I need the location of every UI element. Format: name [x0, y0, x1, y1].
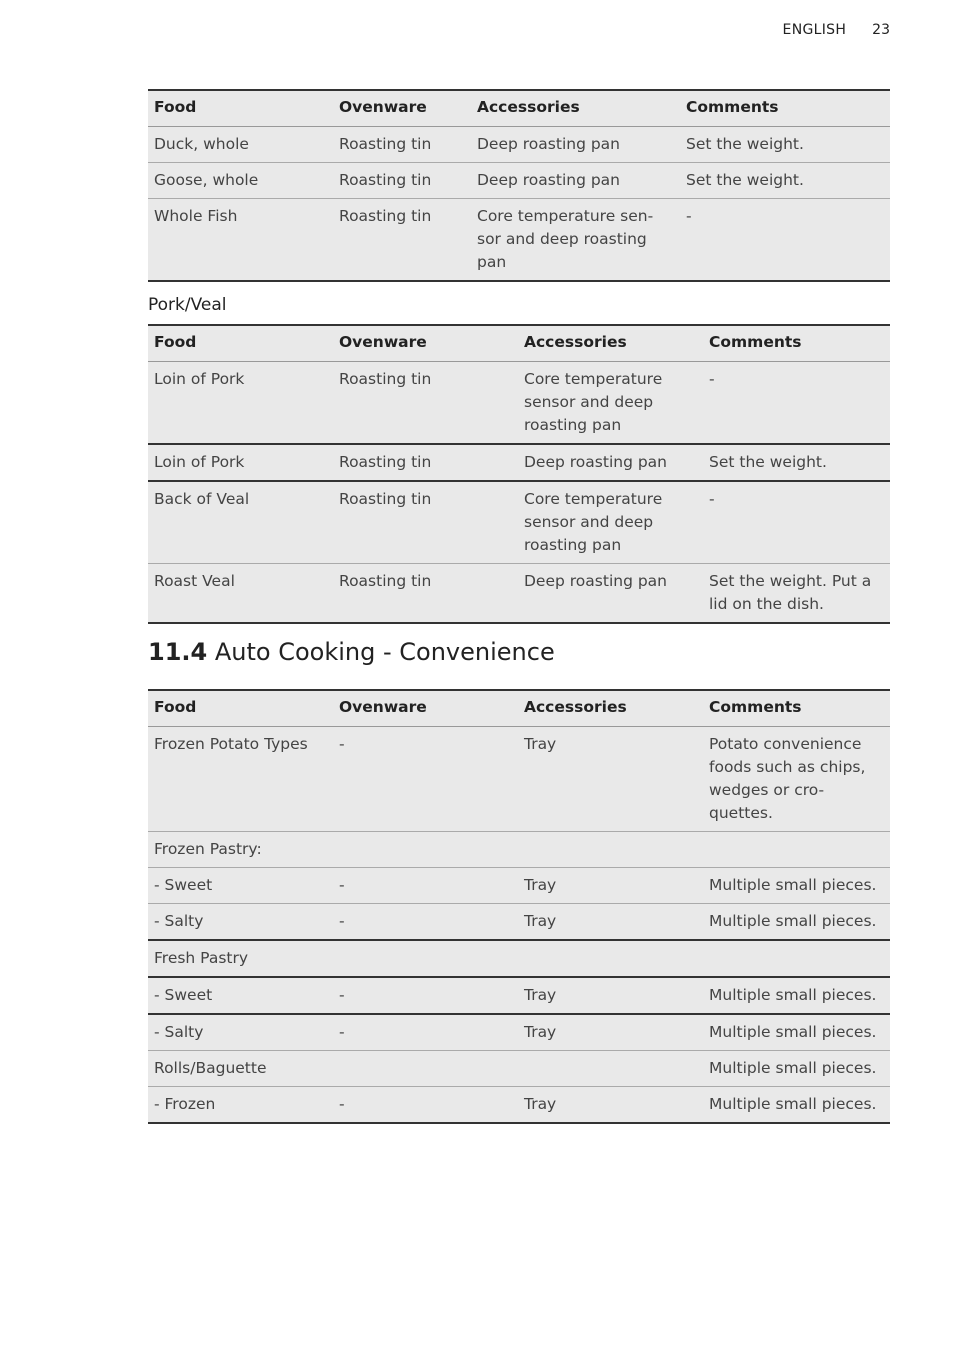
table-row: [148, 163, 890, 199]
cell-comments: -: [703, 362, 890, 445]
table-header-row: [148, 90, 890, 127]
table-row: [148, 868, 890, 904]
cell-comments: Set the weight.: [680, 127, 890, 163]
cell-food: - Sweet: [148, 977, 333, 1014]
header-ovenware: Ovenware: [333, 690, 518, 727]
table-row: [148, 564, 890, 624]
cell-accessories: [518, 832, 703, 868]
cell-ovenware: [333, 832, 518, 868]
convenience-table: [148, 689, 890, 1124]
header-food: Food: [148, 325, 333, 362]
language-label: ENGLISH: [782, 22, 847, 38]
cell-accessories: Tray: [518, 977, 703, 1014]
cell-comments: Multiple small pieces.: [703, 1087, 890, 1124]
table-row: [148, 727, 890, 832]
table-row: [148, 362, 890, 445]
cell-comments: [703, 940, 890, 977]
pork-veal-heading: Pork/Veal: [148, 295, 227, 315]
cell-accessories: Deep roasting pan: [518, 444, 703, 481]
table-row: [148, 832, 890, 868]
section-title: Auto Cooking - Convenience: [214, 638, 555, 666]
cell-ovenware: Roasting tin: [333, 362, 518, 445]
cell-ovenware: -: [333, 868, 518, 904]
cell-accessories: Tray: [518, 1014, 703, 1051]
cell-comments: Multiple small pieces.: [703, 1014, 890, 1051]
header-food: Food: [148, 690, 333, 727]
cell-food: Frozen Potato Types: [148, 727, 333, 832]
header-food: Food: [148, 90, 333, 127]
cell-accessories: Tray: [518, 1087, 703, 1124]
cell-food: Duck, whole: [148, 127, 333, 163]
cell-food: Fresh Pastry: [148, 940, 333, 977]
cell-comments: Multiple small pieces.: [703, 977, 890, 1014]
header-comments: Comments: [680, 90, 890, 127]
cell-ovenware: -: [333, 977, 518, 1014]
table-row: [148, 1087, 890, 1124]
cell-accessories: Core temperature sensor and deep roasting pan: [518, 362, 703, 445]
header-ovenware: Ovenware: [333, 325, 518, 362]
cell-food: - Frozen: [148, 1087, 333, 1124]
table-row: [148, 444, 890, 481]
cell-comments: Set the weight.: [680, 163, 890, 199]
page-header: [783, 22, 890, 38]
cell-comments: -: [680, 199, 890, 282]
cell-ovenware: Roasting tin: [333, 481, 518, 564]
cell-food: Whole Fish: [148, 199, 333, 282]
cell-accessories: Deep roasting pan: [471, 127, 680, 163]
header-ovenware: Ovenware: [333, 90, 471, 127]
cell-food: - Salty: [148, 904, 333, 941]
cell-food: Roast Veal: [148, 564, 333, 624]
cell-food: Frozen Pastry:: [148, 832, 333, 868]
page-number: 23: [872, 22, 890, 38]
header-accessories: Accessories: [518, 690, 703, 727]
table-row: [148, 904, 890, 941]
table-header-row: [148, 690, 890, 727]
table-row: [148, 977, 890, 1014]
cell-ovenware: Roasting tin: [333, 444, 518, 481]
cell-food: Rolls/Baguette: [148, 1051, 333, 1087]
cell-ovenware: -: [333, 1087, 518, 1124]
cell-ovenware: Roasting tin: [333, 199, 471, 282]
cell-accessories: Core temperature sen-sor and deep roasting pan: [471, 199, 680, 282]
section-number: 11.4: [148, 638, 208, 666]
cell-accessories: Tray: [518, 727, 703, 832]
cell-food: Loin of Pork: [148, 444, 333, 481]
cell-accessories: Deep roasting pan: [518, 564, 703, 624]
table-row: [148, 127, 890, 163]
cell-food: - Salty: [148, 1014, 333, 1051]
cell-ovenware: -: [333, 727, 518, 832]
header-comments: Comments: [703, 690, 890, 727]
cell-comments: Multiple small pieces.: [703, 868, 890, 904]
table-row: [148, 940, 890, 977]
cell-comments: [703, 832, 890, 868]
cell-ovenware: -: [333, 1014, 518, 1051]
cell-comments: Multiple small pieces.: [703, 904, 890, 941]
cell-comments: -: [703, 481, 890, 564]
cell-comments: Potato convenience foods such as chips, wedges or cro-quettes.: [703, 727, 890, 832]
table-row: [148, 481, 890, 564]
cell-ovenware: Roasting tin: [333, 163, 471, 199]
pork-veal-table: [148, 324, 890, 624]
header-accessories: Accessories: [471, 90, 680, 127]
cell-ovenware: -: [333, 904, 518, 941]
cell-food: - Sweet: [148, 868, 333, 904]
cell-ovenware: Roasting tin: [333, 564, 518, 624]
cell-comments: Set the weight. Put a lid on the dish.: [703, 564, 890, 624]
cell-food: Back of Veal: [148, 481, 333, 564]
cell-accessories: Deep roasting pan: [471, 163, 680, 199]
cell-ovenware: [333, 940, 518, 977]
cell-accessories: [518, 1051, 703, 1087]
header-accessories: Accessories: [518, 325, 703, 362]
cell-food: Loin of Pork: [148, 362, 333, 445]
cell-accessories: Tray: [518, 904, 703, 941]
cell-accessories: Core temperature sensor and deep roasting pan: [518, 481, 703, 564]
cell-comments: Multiple small pieces.: [703, 1051, 890, 1087]
cell-ovenware: Roasting tin: [333, 127, 471, 163]
table-row: [148, 1014, 890, 1051]
table-row: [148, 1051, 890, 1087]
table-row: [148, 199, 890, 282]
cell-food: Goose, whole: [148, 163, 333, 199]
cell-ovenware: [333, 1051, 518, 1087]
header-comments: Comments: [703, 325, 890, 362]
table-header-row: [148, 325, 890, 362]
cell-accessories: [518, 940, 703, 977]
section-heading: [148, 638, 555, 666]
cell-comments: Set the weight.: [703, 444, 890, 481]
poultry-fish-table: [148, 89, 890, 282]
cell-accessories: Tray: [518, 868, 703, 904]
